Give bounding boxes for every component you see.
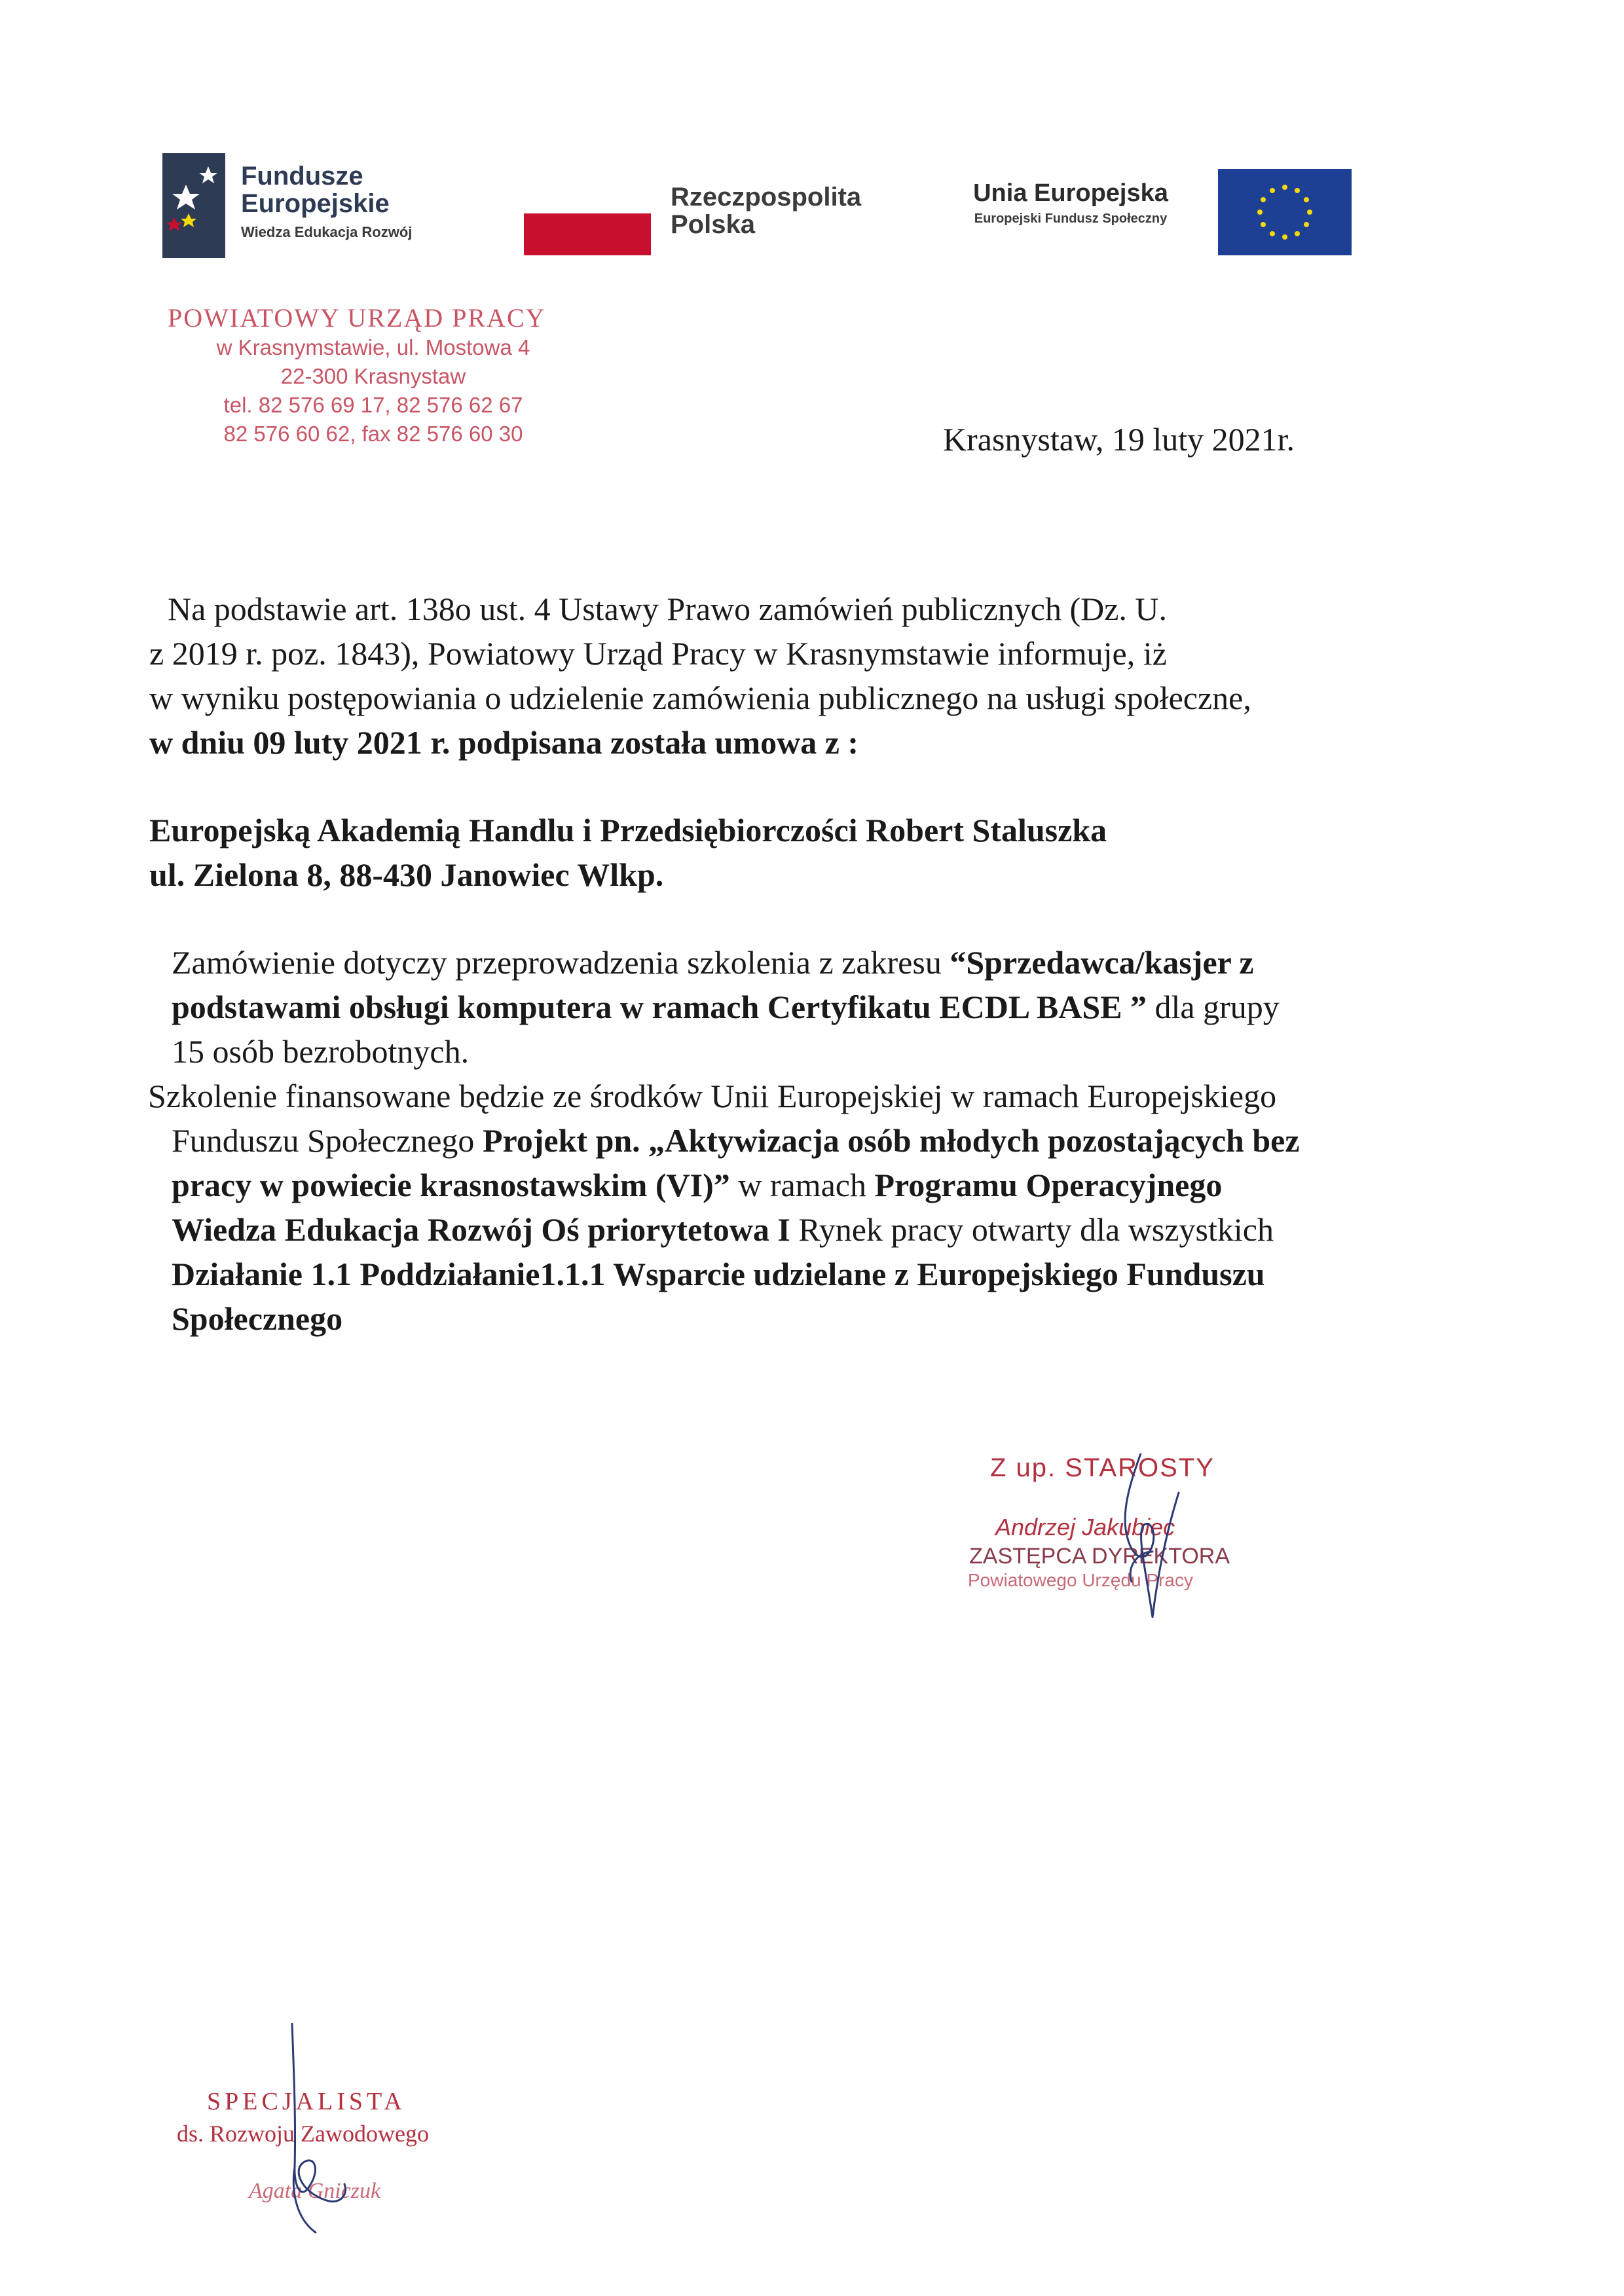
specialist-handwritten-signature bbox=[164, 2023, 530, 2239]
order-line-1-bold: “Sprzedawca/kasjer z bbox=[950, 944, 1254, 981]
funding-line-3-bold-2: Programu Operacyjnego bbox=[874, 1167, 1223, 1203]
funding-line-5: Działanie 1.1 Poddziałanie1.1.1 Wsparcie udzielane z Europejskiego Funduszu bbox=[172, 1256, 1265, 1292]
rp-logo-text bbox=[671, 183, 861, 238]
eu-flag-icon bbox=[1218, 169, 1352, 255]
funding-line-2-text: Funduszu Społecznego bbox=[172, 1122, 483, 1159]
polish-flag-icon bbox=[524, 213, 651, 255]
body-line-4: w dniu 09 luty 2021 r. podpisana została umowa z : bbox=[149, 724, 859, 761]
funding-line-4-text: Rynek pracy otwarty dla wszystkich bbox=[790, 1211, 1274, 1248]
contractor-address: ul. Zielona 8, 88-430 Janowiec Wlkp. bbox=[149, 856, 664, 893]
specialist-name: Agata Gniczuk bbox=[249, 2179, 381, 2203]
funding-line-2 bbox=[172, 1118, 1300, 1163]
funding-line-6: Społecznego bbox=[172, 1300, 343, 1337]
funding-line-1: Szkolenie finansowane będzie ze środków Unii Europejskiej w ramach Europejskiego bbox=[148, 1078, 1277, 1114]
order-line-2-text: dla grupy bbox=[1147, 989, 1280, 1025]
order-line-2-bold: podstawami obsługi komputera w ramach Certyfikatu ECDL BASE ” bbox=[172, 989, 1147, 1025]
fe-logo-line2: Europejskie bbox=[241, 189, 390, 218]
order-line-1-text: Zamówienie dotyczy przeprowadzenia szkolenia z zakresu bbox=[172, 944, 950, 981]
fe-logo-text bbox=[241, 162, 412, 241]
fe-logo-line1: Fundusze bbox=[241, 162, 363, 191]
body-line-3: w wyniku postępowiania o udzielenie zamówienia publicznego na usługi społeczne, bbox=[149, 680, 1251, 716]
specialist-department: ds. Rozwoju Zawodowego bbox=[177, 2121, 429, 2147]
director-signature-block bbox=[956, 1453, 1297, 1650]
document-date: Krasnystaw, 19 luty 2021r. bbox=[943, 421, 1295, 458]
body-line-2: z 2019 r. poz. 1843), Powiatowy Urząd Pracy w Krasnymstawie informuje, iż bbox=[149, 635, 1167, 672]
director-handwritten-signature bbox=[956, 1453, 1297, 1650]
director-signature-line1: Z up. STAROSTY bbox=[990, 1453, 1215, 1482]
fe-logo-line3: Wiedza Edukacja Rozwój bbox=[241, 224, 413, 240]
contractor-name: Europejską Akademią Handlu i Przedsiębiorczości Robert Staluszka bbox=[149, 812, 1107, 848]
stamp-line4: tel. 82 576 69 17, 82 576 62 67 bbox=[223, 393, 523, 417]
order-line-3: 15 osób bezrobotnych. bbox=[172, 1033, 470, 1070]
stamp-line5: 82 576 60 62, fax 82 576 60 30 bbox=[223, 422, 523, 446]
director-title: ZASTĘPCA DYREKTORA bbox=[969, 1544, 1230, 1569]
funding-line-3-bold: pracy w powiecie krasnostawskim (VI)” bbox=[172, 1167, 730, 1203]
director-name: Andrzej Jakubiec bbox=[995, 1514, 1175, 1540]
rp-logo-line1: Rzeczpospolita bbox=[671, 183, 862, 211]
specialist-signature-block bbox=[164, 2023, 530, 2239]
rp-logo-line2: Polska bbox=[671, 210, 755, 239]
ue-logo-text bbox=[943, 179, 1198, 227]
stamp-line1: POWIATOWY URZĄD PRACY bbox=[168, 303, 546, 333]
stamp-line2: w Krasnymstawie, ul. Mostowa 4 bbox=[216, 335, 530, 359]
funding-line-4 bbox=[172, 1207, 1274, 1252]
unia-europejska-logo bbox=[943, 169, 1362, 258]
rzeczpospolita-polska-logo bbox=[524, 183, 891, 262]
funding-line-4-bold: Wiedza Edukacja Rozwój Oś priorytetowa I bbox=[172, 1211, 790, 1248]
director-office: Powiatowego Urzędu Pracy bbox=[968, 1570, 1193, 1590]
fe-star-mark-icon bbox=[162, 153, 225, 258]
stamp-line3: 22-300 Krasnystaw bbox=[280, 364, 466, 388]
body-line-1: Na podstawie art. 138o ust. 4 Ustawy Prawo zamówień publicznych (Dz. U. bbox=[168, 591, 1168, 627]
ue-logo-line1: Unia Europejska bbox=[973, 179, 1168, 207]
fundusze-europejskie-logo bbox=[162, 151, 464, 262]
funding-line-2-bold: Projekt pn. „Aktywizacja osób młodych pozostających bez bbox=[482, 1122, 1300, 1159]
funding-line-3 bbox=[172, 1163, 1222, 1207]
ue-logo-line2: Europejski Fundusz Społeczny bbox=[974, 211, 1168, 226]
order-line-2 bbox=[172, 985, 1280, 1029]
office-stamp bbox=[164, 302, 583, 448]
specialist-title: SPECJALISTA bbox=[207, 2088, 406, 2115]
order-line-1 bbox=[172, 940, 1254, 985]
funding-line-3-text: w ramach bbox=[729, 1167, 875, 1203]
